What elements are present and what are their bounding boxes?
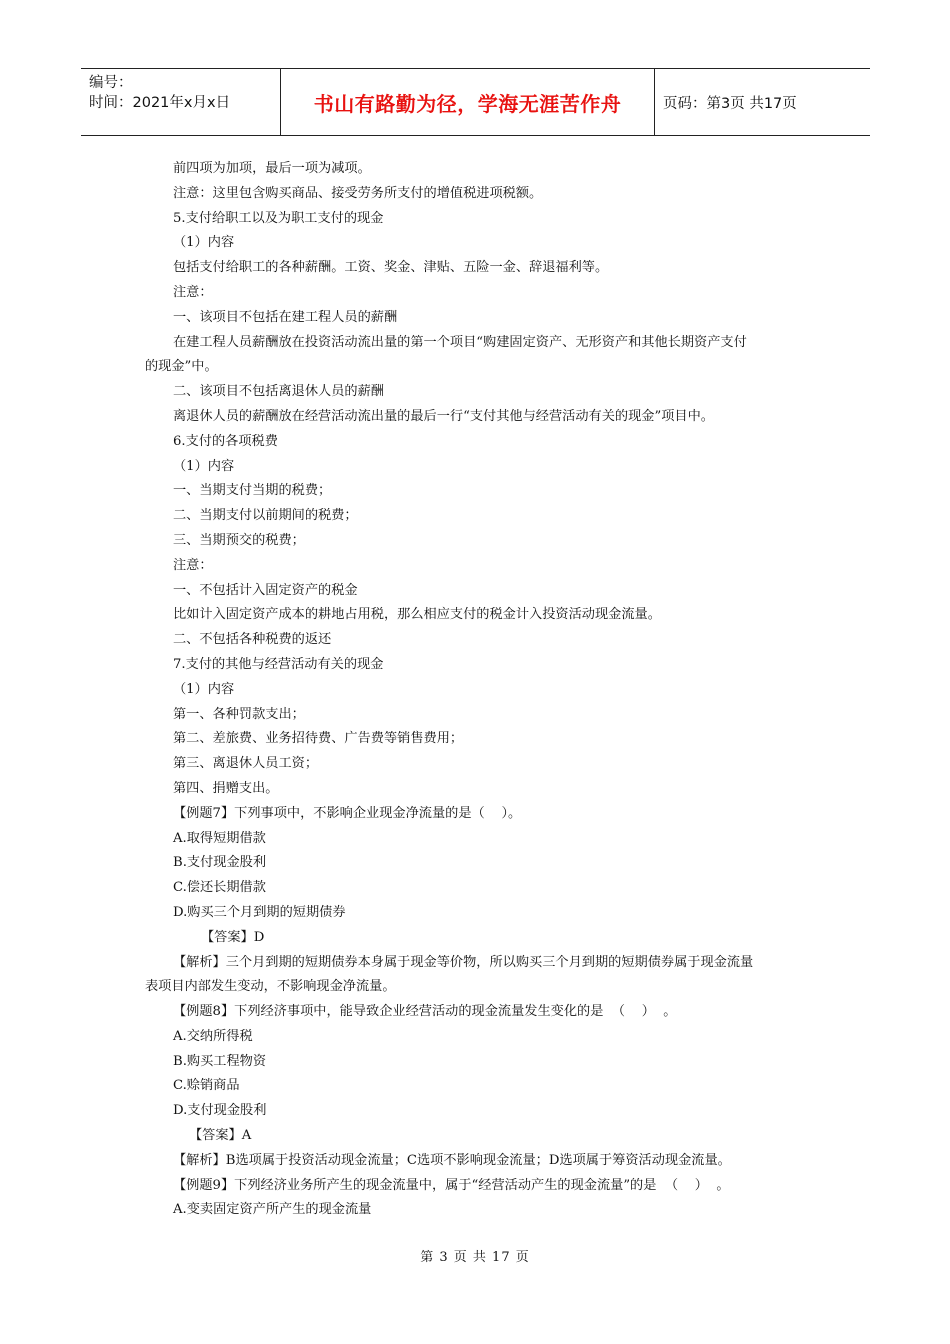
- example-analysis: 【解析】B选项属于投资活动现金流量；C选项不影响现金流量；D选项属于筹资活动现金流量。: [173, 1152, 731, 1168]
- body-line: 在建工程人员薪酬放在投资活动流出量的第一个项目“购建固定资产、无形资产和其他长期资产支付: [173, 334, 747, 350]
- document-header: [81, 68, 870, 136]
- body-line: 二、当期支付以前期间的税费；: [173, 508, 358, 524]
- example-analysis: 【解析】三个月到期的短期债券本身属于现金等价物，所以购买三个月到期的短期债券属于现金流量: [173, 954, 754, 970]
- example-option: B.支付现金股利: [173, 855, 267, 871]
- section-heading: 5.支付给职工以及为职工支付的现金: [173, 210, 384, 226]
- body-line: （1）内容: [173, 235, 235, 251]
- example-question: 【例题8】下列经济事项中，能导致企业经营活动的现金流量发生变化的是 （ ） 。: [173, 1004, 677, 1020]
- header-meta-cell: [81, 69, 281, 135]
- example-question: 【例题9】下列经济业务所产生的现金流量中，属于“经营活动产生的现金流量”的是 （ ） 。: [173, 1177, 730, 1193]
- body-line: 一、当期支付当期的税费；: [173, 483, 332, 499]
- body-line: 二、不包括各种税费的返还: [173, 632, 332, 648]
- section-heading: 6.支付的各项税费: [173, 433, 278, 449]
- body-line: 包括支付给职工的各种薪酬。工资、奖金、津贴、五险一金、辞退福利等。: [173, 260, 609, 276]
- body-line: 第三、离退休人员工资；: [173, 756, 319, 772]
- example-answer: 【答案】A: [189, 1128, 252, 1144]
- example-option: A.变卖固定资产所产生的现金流量: [173, 1202, 372, 1218]
- example-question: 【例题7】下列事项中，不影响企业现金净流量的是（ ）。: [173, 805, 522, 821]
- example-option: A.取得短期借款: [173, 830, 266, 846]
- body-line: 注意：: [173, 284, 213, 300]
- number-label: 编号：: [89, 75, 133, 91]
- body-line: 注意：这里包含购买商品、接受劳务所支付的增值税进项税额。: [173, 185, 543, 201]
- body-line: 第二、差旅费、业务招待费、广告费等销售费用；: [173, 731, 464, 747]
- example-option: D.支付现金股利: [173, 1103, 267, 1119]
- body-line: 第四、捐赠支出。: [173, 780, 279, 796]
- body-line: 注意：: [173, 557, 213, 573]
- body-line: 一、不包括计入固定资产的税金: [173, 582, 358, 598]
- example-answer: 【答案】D: [201, 929, 265, 945]
- example-option: B.购买工程物资: [173, 1053, 267, 1069]
- document-body: [145, 157, 815, 1223]
- header-page-code: 页码：第3页 共17页: [663, 95, 797, 112]
- body-line: 离退休人员的薪酬放在经营活动流出量的最后一行“支付其他与经营活动有关的现金”项目中。: [173, 408, 714, 424]
- page-footer: 第 3 页 共 17 页: [420, 1250, 530, 1265]
- body-line: （1）内容: [173, 458, 235, 474]
- header-motto: 书山有路勤为径，学海无涯苦作舟: [281, 69, 655, 135]
- body-line: 二、该项目不包括离退休人员的薪酬: [173, 384, 384, 400]
- body-line: 比如计入固定资产成本的耕地占用税，那么相应支付的税金计入投资活动现金流量。: [173, 607, 661, 623]
- time-label: 时间：2021年x月x日: [89, 95, 231, 111]
- body-line: 一、该项目不包括在建工程人员的薪酬: [173, 309, 398, 325]
- body-line: 前四项为加项，最后一项为减项。: [173, 161, 371, 176]
- example-option: C.赊销商品: [173, 1078, 240, 1094]
- example-option: A.交纳所得税: [173, 1028, 253, 1044]
- body-line: 第一、各种罚款支出；: [173, 706, 305, 722]
- example-option: D.购买三个月到期的短期债券: [173, 904, 346, 920]
- body-line: 三、当期预交的税费；: [173, 532, 305, 548]
- example-option: C.偿还长期借款: [173, 880, 266, 896]
- example-analysis: 表项目内部发生变动，不影响现金净流量。: [145, 979, 396, 995]
- section-heading: 7.支付的其他与经营活动有关的现金: [173, 656, 384, 672]
- body-line: 的现金”中。: [145, 359, 218, 375]
- body-line: （1）内容: [173, 681, 235, 697]
